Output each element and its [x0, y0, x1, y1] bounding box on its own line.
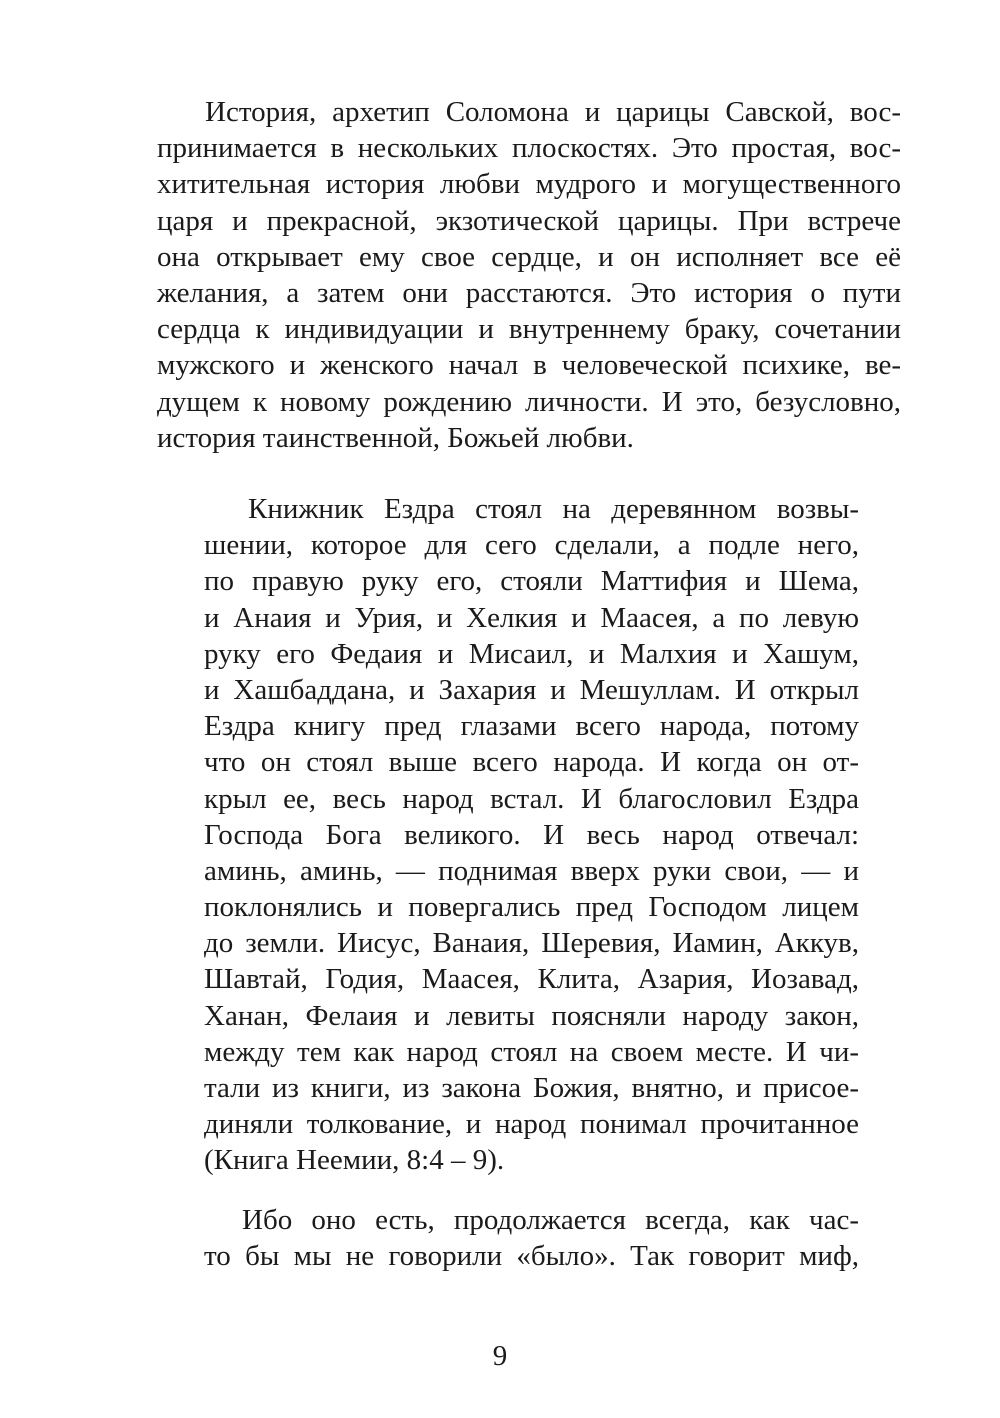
quote-line: шении, которое для сего сделали, а подле него,: [204, 529, 859, 562]
text-line: Ибо оно есть, продолжается всегда, как час-: [242, 1204, 859, 1236]
closing-paragraph: [204, 1202, 859, 1274]
text-line: История, архетип Соломона и царицы Савской, вос-: [205, 96, 901, 128]
text-line: мужского и женского начал в человеческой психике, ве-: [157, 349, 901, 382]
text-line: история таинственной, Божьей любви.: [157, 421, 634, 454]
quote-citation-line: (Книга Неемии, 8:4 – 9).: [204, 1144, 505, 1177]
page-number: 9: [492, 1340, 508, 1372]
quote-line: тали из книги, из закона Божия, внятно, и присое-: [204, 1072, 859, 1104]
text-line: принимается в нескольких плоскостях. Это простая, вос-: [157, 132, 901, 165]
quote-line: и Хашбаддана, и Захария и Мешуллам. И открыл: [204, 673, 859, 706]
text-line: желания, а затем они расстаются. Это история о пути: [157, 276, 901, 309]
quote-line: и Анаия и Урия, и Хелкия и Маасея, а по левую: [204, 601, 859, 634]
text-line: дущем к новому рождению личности. И это, безусловно,: [157, 385, 901, 418]
text-line: то бы мы не говорили «было». Так говорит миф,: [204, 1240, 859, 1273]
text-line: она открывает ему свое сердце, и он исполняет все её: [157, 240, 901, 273]
text-line: хитительная история любви мудрого и могущественного: [157, 168, 901, 201]
quote-line: аминь, аминь, — поднимая вверх руки свои, — и: [204, 854, 859, 887]
quote-line: Ханан, Фелаия и левиты поясняли народу закон,: [204, 999, 859, 1032]
text-line: царя и прекрасной, экзотической царицы. При встрече: [157, 204, 901, 237]
quote-line: руку его Федаия и Мисаил, и Малхия и Хашум,: [204, 637, 859, 670]
quote-line: Господа Бога великого. И весь народ отвечал:: [204, 818, 859, 851]
quote-line: Книжник Ездра стоял на деревянном возвы-: [248, 493, 859, 525]
quote-line: поклонялись и повергались пред Господом лицем: [204, 891, 859, 924]
text-line: сердца к индивидуации и внутреннему браку, сочетании: [157, 313, 901, 346]
quote-line: что он стоял выше всего народа. И когда он от-: [204, 746, 859, 779]
quote-line: по правую руку его, стояли Маттифия и Шема,: [204, 565, 859, 598]
scripture-quote: [204, 491, 859, 1179]
quote-line: Ездра книгу пред глазами всего народа, потому: [204, 710, 859, 743]
intro-paragraph: [157, 94, 901, 456]
quote-line: Шавтай, Годия, Маасея, Клита, Азария, Иозавад,: [204, 963, 859, 996]
quote-line: между тем как народ стоял на своем месте. И чи-: [204, 1035, 859, 1068]
quote-line: диняли толкование, и народ понимал прочитанное: [204, 1108, 859, 1141]
quote-line: до земли. Иисус, Ванаия, Шеревия, Иамин, Аккув,: [204, 927, 859, 960]
quote-line: крыл ее, весь народ встал. И благословил Ездра: [204, 782, 859, 815]
